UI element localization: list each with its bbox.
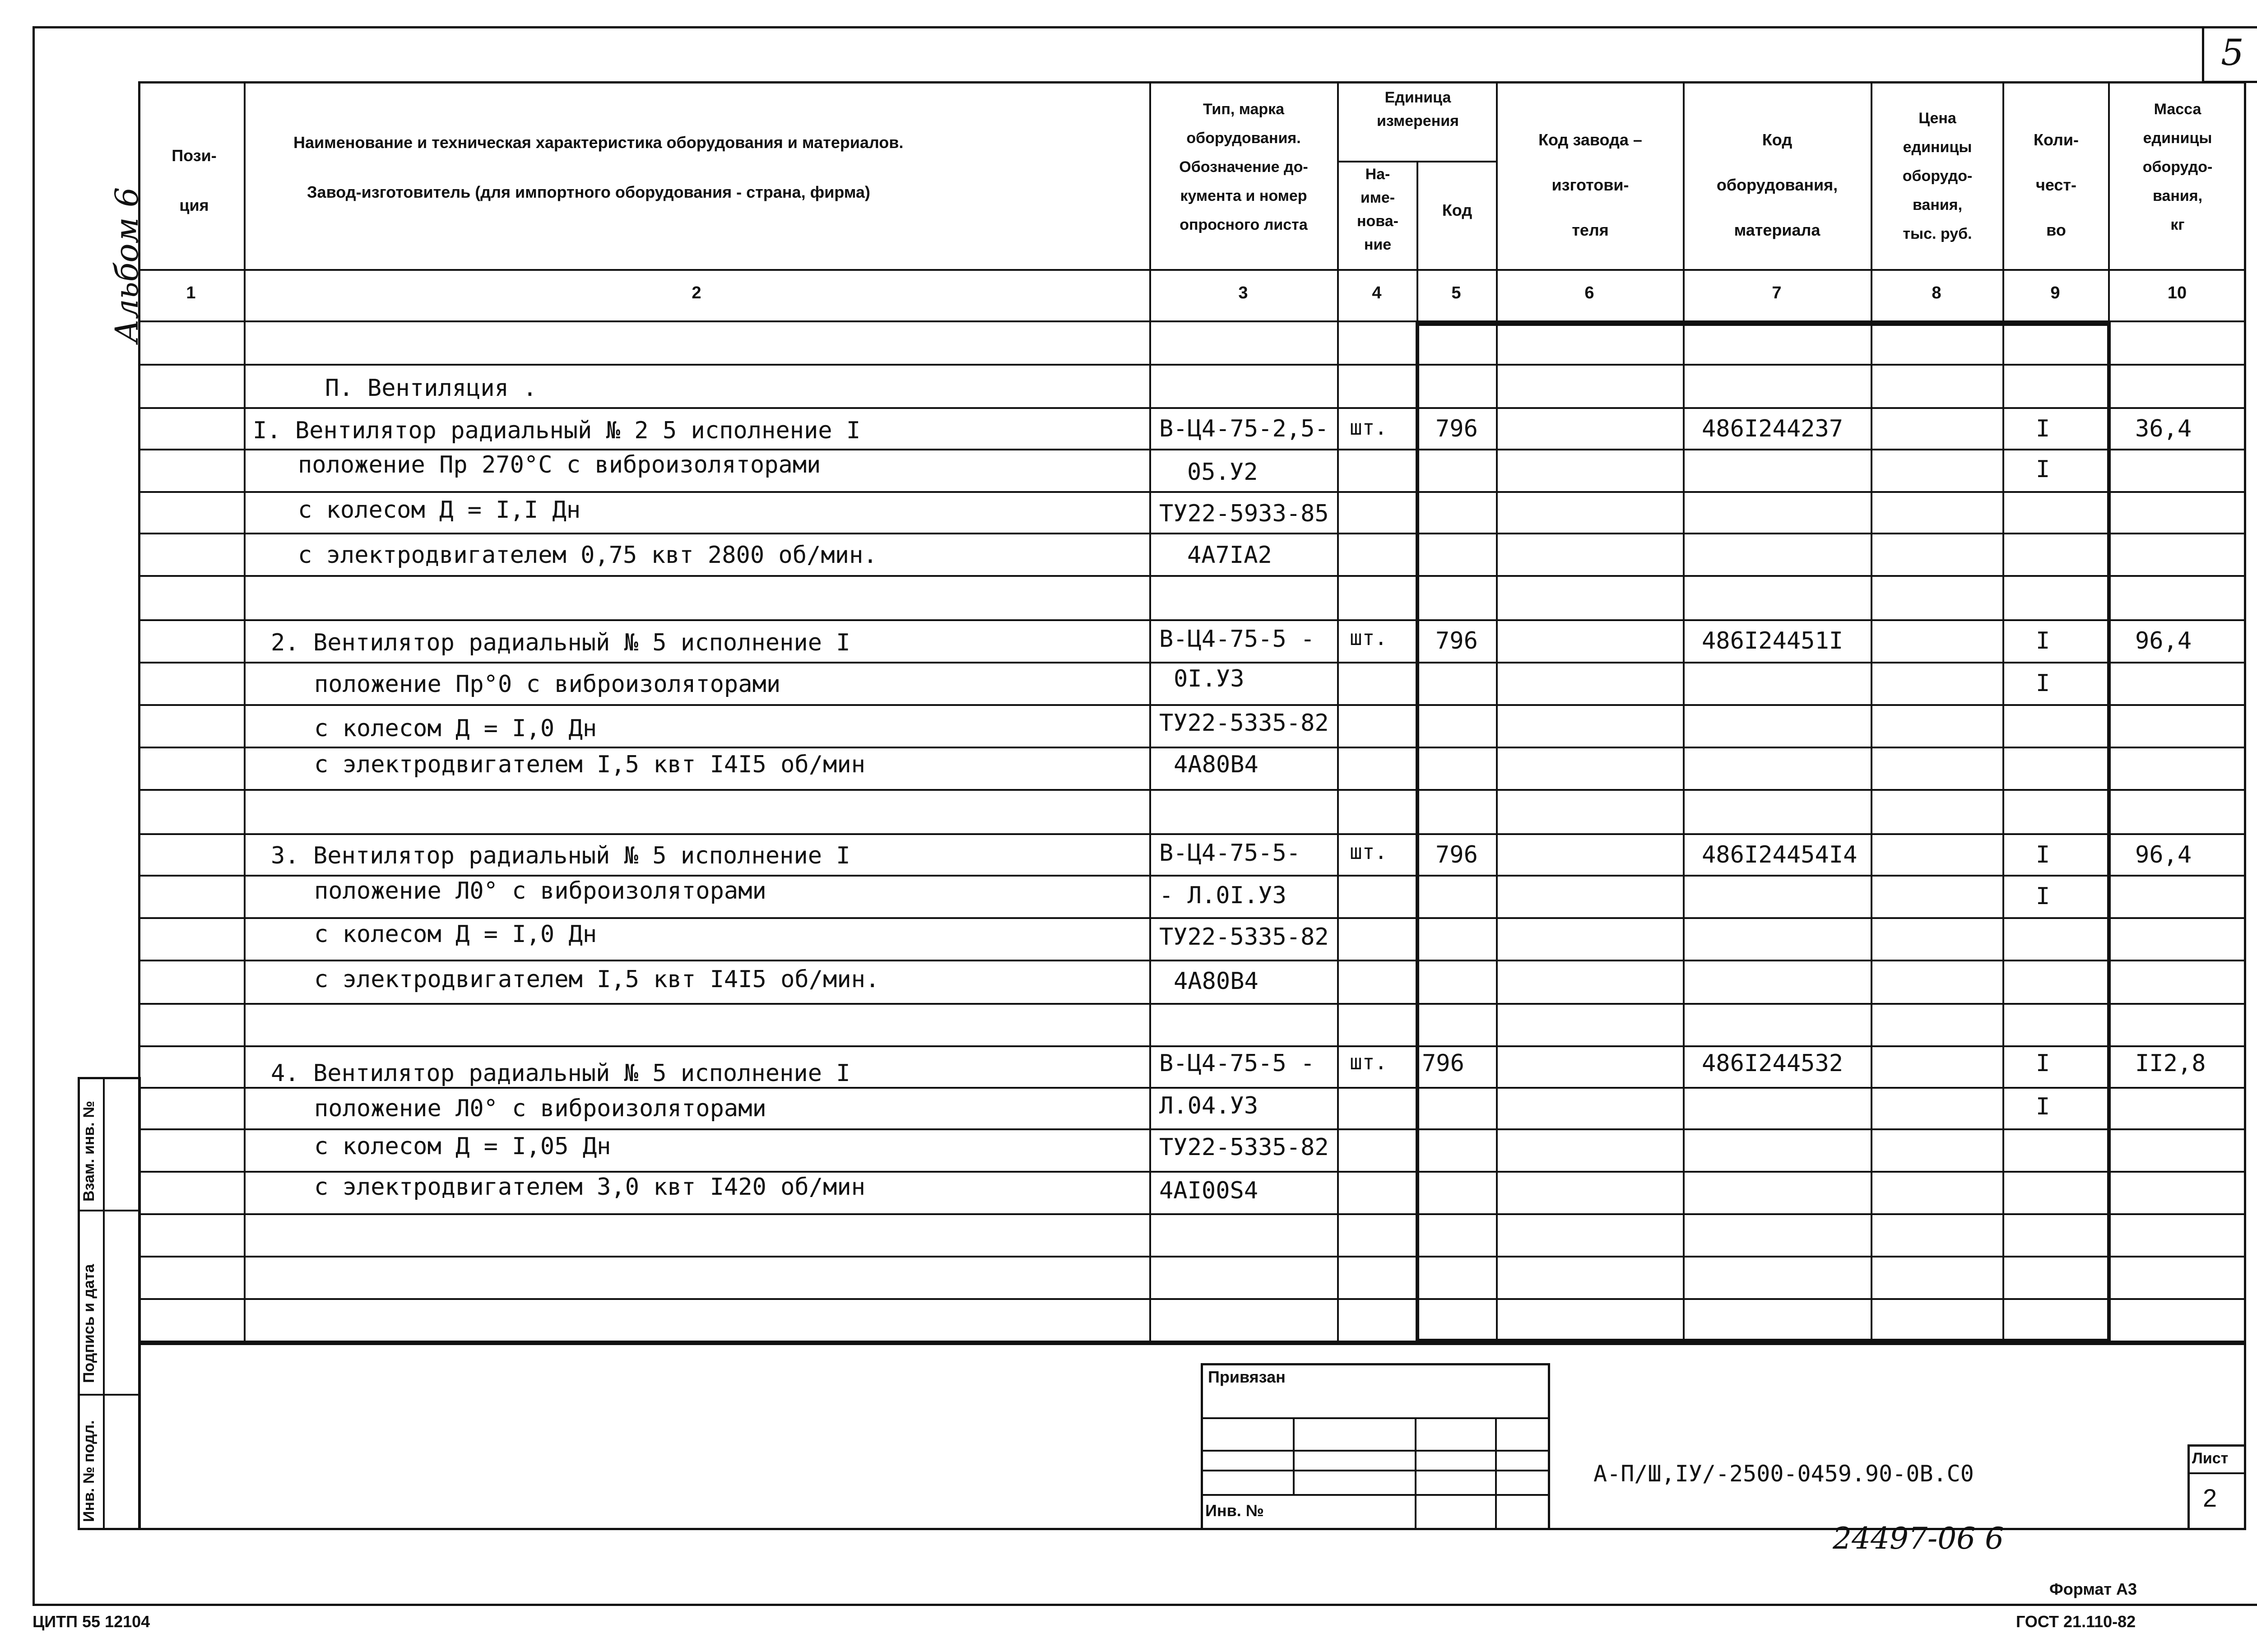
item3-line3: с колесом Д = I,0 Дн bbox=[314, 921, 597, 948]
item4-line1: 4. Вентилятор радиальный № 5 исполнение I bbox=[271, 1060, 850, 1087]
header-quantity: Коли- чест- во bbox=[2033, 130, 2079, 239]
tsitp-label: ЦИТП 55 12104 bbox=[33, 1612, 150, 1631]
section-title: П. Вентиляция . bbox=[325, 375, 537, 402]
item3-qty1: I bbox=[2036, 841, 2050, 868]
item4-unit: шт. bbox=[1350, 1050, 1388, 1074]
item1-equip-code: 486I244237 bbox=[1702, 415, 1844, 442]
list-number: 2 bbox=[2203, 1484, 2217, 1512]
item4-equip-code: 486I244532 bbox=[1702, 1050, 1844, 1077]
item3-equip-code: 486I24454I4 bbox=[1702, 841, 1858, 868]
privyazan-label: Привязан bbox=[1208, 1368, 1286, 1386]
item2-type2: 0I.У3 bbox=[1174, 665, 1245, 692]
item4-type3: ТУ22-5335-82 bbox=[1159, 1134, 1329, 1161]
item2-equip-code: 486I24451I bbox=[1702, 627, 1844, 654]
item2-type3: ТУ22-5335-82 bbox=[1159, 710, 1329, 737]
item1-qty1: I bbox=[2036, 415, 2050, 442]
item4-qty1: I bbox=[2036, 1050, 2050, 1077]
header-price: Цена единицы оборудо- вания, тыс. руб. bbox=[1902, 110, 1973, 242]
item3-mass: 96,4 bbox=[2135, 841, 2192, 868]
item3-type3: ТУ22-5335-82 bbox=[1159, 923, 1329, 951]
item1-unit-code: 796 bbox=[1435, 415, 1478, 442]
item4-qty2: I bbox=[2036, 1093, 2050, 1120]
item1-type4: 4А7IА2 bbox=[1187, 542, 1272, 569]
item1-unit: шт. bbox=[1350, 415, 1388, 440]
item4-line4: с электродвигателем 3,0 квт I420 об/мин bbox=[314, 1174, 865, 1201]
side-label-vzam: Взам. инв. № bbox=[80, 1100, 98, 1202]
item3-line1: 3. Вентилятор радиальный № 5 исполнение I bbox=[271, 842, 850, 869]
header-mass: Масса единицы оборудо- вания, кг bbox=[2142, 101, 2213, 233]
colnum-6: 6 bbox=[1584, 283, 1594, 302]
colnum-7: 7 bbox=[1772, 283, 1782, 302]
item3-type2: - Л.0I.У3 bbox=[1159, 882, 1286, 909]
gost-label: ГОСТ 21.110-82 bbox=[2016, 1612, 2136, 1631]
inv-no-label: Инв. № bbox=[1205, 1501, 1264, 1520]
format-label: Формат А3 bbox=[2049, 1580, 2137, 1598]
colnum-4: 4 bbox=[1372, 283, 1382, 302]
colnum-10: 10 bbox=[2167, 283, 2187, 302]
item3-line2: положение Л0° с виброизоляторами bbox=[314, 877, 766, 905]
item2-unit-code: 796 bbox=[1435, 627, 1478, 654]
item2-qty2: I bbox=[2036, 670, 2050, 697]
item2-qty1: I bbox=[2036, 627, 2050, 654]
item1-type3: ТУ22-5933-85 bbox=[1159, 500, 1329, 527]
header-type: Тип, марка оборудования. Обозначение до- кумента и номер опросного листа bbox=[1179, 101, 1308, 233]
item4-type4: 4АI00S4 bbox=[1159, 1177, 1259, 1204]
item4-line3: с колесом Д = I,05 Дн bbox=[314, 1133, 611, 1160]
item4-line2: положение Л0° с виброизоляторами bbox=[314, 1095, 766, 1122]
item1-line1: I. Вентилятор радиальный № 2 5 исполнение I bbox=[253, 417, 861, 444]
side-label-podpis: Подпись и дата bbox=[80, 1264, 98, 1383]
item2-mass: 96,4 bbox=[2135, 627, 2192, 654]
item2-unit: шт. bbox=[1350, 626, 1388, 650]
colnum-5: 5 bbox=[1451, 283, 1461, 302]
item3-line4: с электродвигателем I,5 квт I4I5 об/мин. bbox=[314, 966, 880, 993]
item3-unit: шт. bbox=[1350, 840, 1388, 864]
header-unit-group: Единица измерения bbox=[1377, 89, 1459, 130]
stamp-frame bbox=[138, 1341, 2246, 1530]
item3-qty2: I bbox=[2036, 883, 2050, 910]
header-name-line1: Наименование и техническая характеристика оборудования и материалов. bbox=[293, 133, 904, 152]
colnum-3: 3 bbox=[1238, 283, 1248, 302]
item1-mass: 36,4 bbox=[2135, 415, 2192, 442]
item3-type1: В-Ц4-75-5- bbox=[1159, 840, 1301, 867]
item2-line2: положение Пр°0 с виброизоляторами bbox=[314, 671, 781, 698]
item2-line4: с электродвигателем I,5 квт I4I5 об/мин bbox=[314, 751, 865, 778]
item1-type1: В-Ц4-75-2,5- bbox=[1159, 415, 1329, 442]
handwritten-number: 24497-06 6 bbox=[1833, 1521, 2004, 1556]
item3-type4: 4А80В4 bbox=[1174, 968, 1259, 995]
item3-unit-code: 796 bbox=[1435, 841, 1478, 868]
colnum-1: 1 bbox=[186, 283, 196, 302]
album-label: Альбом 6 bbox=[108, 187, 145, 343]
header-position: Пози- ция bbox=[172, 146, 217, 214]
side-label-inv: Инв. № подл. bbox=[80, 1420, 98, 1522]
colnum-2: 2 bbox=[692, 283, 701, 302]
item1-type2: 05.У2 bbox=[1187, 459, 1258, 486]
list-label: Лист bbox=[2192, 1450, 2229, 1467]
item1-qty2: I bbox=[2036, 456, 2050, 483]
item1-line2: положение Пр 270°С с виброизоляторами bbox=[298, 451, 821, 478]
header-unit-code: Код bbox=[1442, 201, 1472, 219]
header-unit-name: На- име- нова- ние bbox=[1357, 166, 1398, 253]
item2-line1: 2. Вентилятор радиальный № 5 исполнение I bbox=[271, 629, 850, 656]
item4-unit-code: 796 bbox=[1422, 1050, 1464, 1077]
item1-line4: с электродвигателем 0,75 квт 2800 об/мин. bbox=[298, 542, 878, 569]
header-name-line2: Завод-изготовитель (для импортного оборудования - страна, фирма) bbox=[307, 183, 870, 201]
header-factory-code: Код завода – изготови- теля bbox=[1538, 130, 1642, 239]
item4-mass: II2,8 bbox=[2135, 1050, 2206, 1077]
item2-type1: В-Ц4-75-5 - bbox=[1159, 626, 1315, 653]
doc-code: А-П/Ш,IУ/-2500-0459.90-0В.С0 bbox=[1593, 1461, 1974, 1487]
colnum-9: 9 bbox=[2050, 283, 2060, 302]
item1-line3: с колесом Д = I,I Дн bbox=[298, 497, 581, 524]
colnum-8: 8 bbox=[1932, 283, 1941, 302]
header-equipment-code: Код оборудования, материала bbox=[1716, 130, 1838, 239]
item4-type1: В-Ц4-75-5 - bbox=[1159, 1050, 1315, 1077]
item2-type4: 4А80В4 bbox=[1174, 751, 1259, 778]
page-number: 5 bbox=[2221, 32, 2244, 74]
item2-line3: с колесом Д = I,0 Дн bbox=[314, 715, 597, 742]
item4-type2: Л.04.У3 bbox=[1159, 1092, 1259, 1119]
